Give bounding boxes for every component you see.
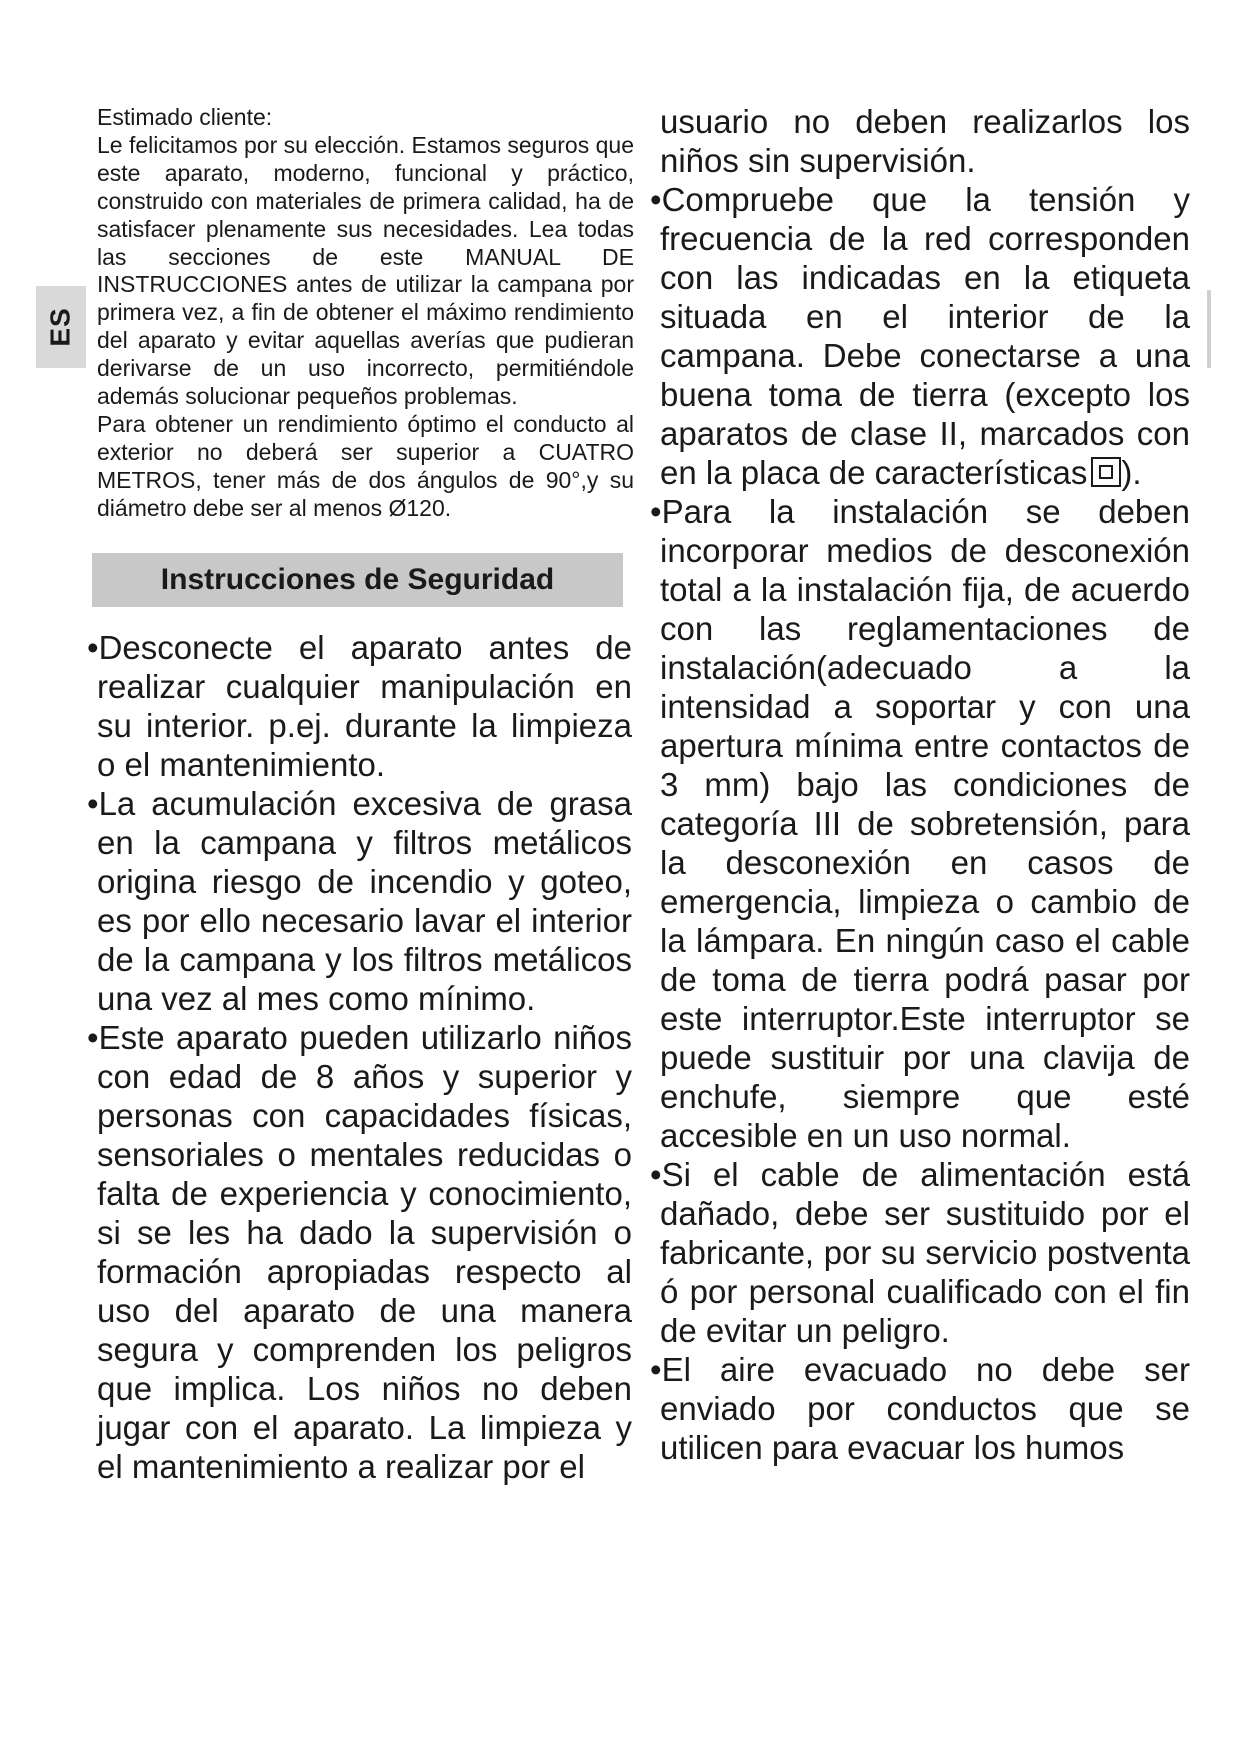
language-tab [36, 286, 86, 368]
continuation-span: usuario no deben realizarlos los niños sin supervisión. [660, 103, 1190, 179]
list-item [650, 1350, 1190, 1467]
intro-paragraph-1: Le felicitamos por su elección. Estamos seguros que este aparato, moderno, funcional y práctico, construido con materiales de primera calidad, ha de satisfacer plenamente sus necesidades. Lea todas las secciones de este MANUAL DE INSTRUCCIONES antes de utilizar la campana por primera vez, a fin de obtener el máximo rendimiento del aparato y evitar aquellas averías que pudieran derivarse de un uso incorrecto, permitiéndole además solucionar pequeños problemas. [97, 131, 634, 410]
continuation-text [660, 102, 1190, 180]
bullet: • [650, 493, 662, 530]
bullet: • [87, 629, 99, 666]
bullet: • [650, 181, 662, 218]
bullet: • [87, 785, 99, 822]
safety-item-2: La acumulación excesiva de grasa en la campana y filtros metálicos origina riesgo de incendio y goteo, es por ello necesario lavar el interior de la campana y los filtros metálicos una vez al mes como mínimo. [97, 785, 632, 1017]
voltage-item-end: ). [1121, 454, 1142, 491]
list-item [650, 492, 1190, 1155]
bullet: • [650, 1351, 662, 1388]
power-cable-item: Si el cable de alimentación está dañado, debe ser sustituido por el fabricante, por su servicio postventa ó por personal cualificado con el fin de evitar un peligro. [660, 1156, 1190, 1349]
list-item [87, 1018, 632, 1486]
list-item [87, 784, 632, 1018]
right-column [650, 102, 1190, 1467]
section-title: Instrucciones de Seguridad [92, 553, 623, 607]
intro-paragraph-2: Para obtener un rendimiento óptimo el conducto al exterior no deberá ser superior a CUATRO METROS, tener más de dos ángulos de 90°,y su diámetro debe ser al menos Ø120. [97, 410, 634, 521]
language-tab-label: ES [44, 307, 76, 347]
bullet: • [650, 1156, 662, 1193]
intro-block [97, 104, 634, 523]
list-item [650, 1155, 1190, 1350]
bullet: • [87, 1019, 99, 1056]
margin-rule [1207, 290, 1211, 368]
intro-greeting: Estimado cliente: [97, 104, 273, 130]
left-column [87, 628, 632, 1486]
class-ii-double-insulation-icon [1091, 457, 1121, 487]
safety-item-3: Este aparato pueden utilizarlo niños con edad de 8 años y superior y personas con capacidades físicas, sensoriales o mentales reducidas o falta de experiencia y conocimiento, si se les ha dado la supervisión o formación apropiadas respecto al uso del aparato de una manera segura y comprenden los peligros que implica. Los niños no deben jugar con el aparato. La limpieza y el mantenimiento a realizar por el [97, 1019, 632, 1485]
list-item [650, 180, 1190, 492]
exhaust-air-item: El aire evacuado no debe ser enviado por conductos que se utilicen para evacuar los humos [660, 1351, 1190, 1466]
list-item [87, 628, 632, 784]
installation-item: Para la instalación se deben incorporar medios de desconexión total a la instalación fija, de acuerdo con las reglamentaciones de instalación(adecuado a la intensidad a soportar y con una apertura mínima entre contactos de 3 mm) bajo las condiciones de categoría III de sobretensión, para la desconexión en casos de emergencia, limpieza o cambio de la lámpara. En ningún caso el cable de toma de tierra podrá pasar por este interruptor.Este interruptor se puede sustituir por una clavija de enchufe, siempre que esté accesible en un uso normal. [660, 493, 1190, 1154]
voltage-item: Compruebe que la tensión y frecuencia de la red corresponden con las indicadas en la etiqueta situada en el interior de la campana. Debe conectarse a una buena toma de tierra (excepto los aparatos de clase II, marcados con en la placa de características [660, 181, 1190, 491]
safety-item-1: Desconecte el aparato antes de realizar cualquier manipulación en su interior. p.ej. durante la limpieza o el mantenimiento. [97, 629, 632, 783]
